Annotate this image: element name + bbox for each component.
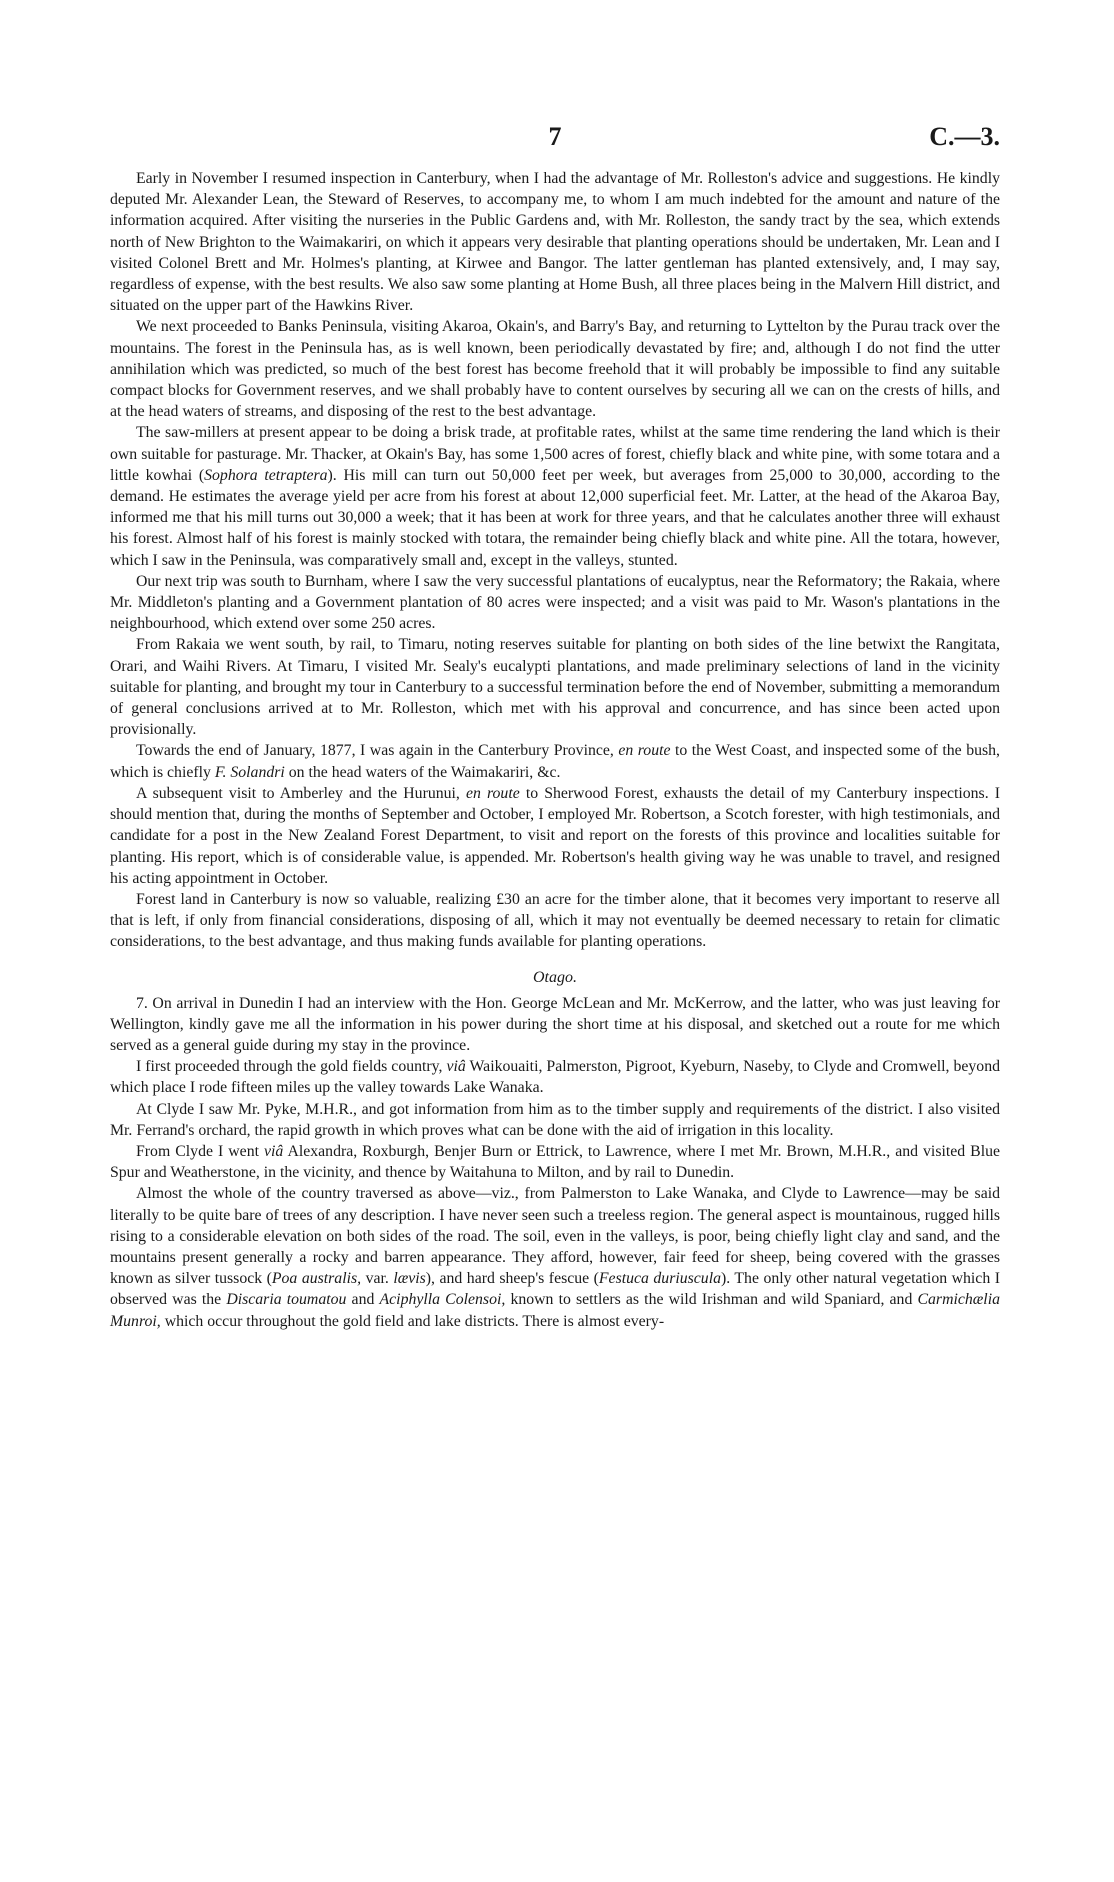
text-run: From Clyde I went (136, 1142, 264, 1160)
text-run: Almost the whole of the country traversed as above—viz., from Palmerston to Lake Wanaka, and Clyde to Lawrence—may be said literally to be quite bare of trees of any description. I have never seen such a treeless region. The general aspect is mountainous, rugged hills rising to a considerable elevation on both sides of the road. The soil, even in the valleys, is poor, being chiefly light clay and sand, and the mountains present generally a rocky and barren appearance. They afford, however, fair feed for sheep, being covered with the grasses known as silver tussock ( (110, 1185, 1000, 1288)
text-run: and (346, 1291, 380, 1309)
species-name: F. Solandri (214, 763, 285, 781)
paragraph: We next proceeded to Banks Peninsula, visiting Akaroa, Okain's, and Barry's Bay, and returning to Lyttelton by the Purau track over the mountains. The forest in the Peninsula has, as is well known, been periodically devastated by fire; and, although I do not find the utter annihilation which was predicted, so much of the best forest has become freehold that it will probably be impossible to find any suitable compact blocks for Government reserves, and we shall probably have to content ourselves by securing all we can on the crests of hills, and at the head waters of streams, and disposing of the rest to the best advantage. (110, 318, 1000, 421)
paragraph: From Rakaia we went south, by rail, to Timaru, noting reserves suitable for planting on both sides of the line betwixt the Rangitata, Orari, and Waihi Rivers. At Timaru, I visited Mr. Sealy's eucalypti plantations, and made preliminary selections of land in the vicinity suitable for planting, and brought my tour in Canterbury to a successful termination before the end of November, submitting a memorandum of general conclusions arrived at to Mr. Rolleston, which met with his approval and concurrence, and has since been acted upon provisionally. (110, 636, 1000, 739)
text-run: ), and hard sheep's fescue ( (425, 1270, 599, 1288)
text-run: ). The only other natural vegetation which I observed was the (110, 1270, 1000, 1309)
species-name: Sophora tetraptera (204, 466, 328, 484)
paragraph (110, 422, 1000, 570)
text-run: The saw-millers at present appear to be doing a brisk trade, at profitable rates, whilst at the same time rendering the land which is their own suitable for pasturage. Mr. Thacker, at Okain's Bay, has some 1,500 acres of forest, chiefly black and white pine, with some totara and a little kowhai ( (110, 424, 1000, 484)
paragraph: 7. On arrival in Dunedin I had an interview with the Hon. George McLean and Mr. McKerrow, and the latter, who was just leaving for Wellington, kindly gave me all the information in his power during the short time at his disposal, and sketched out a route for me which served as a general guide during my stay in the province. (110, 994, 1000, 1054)
species-name: Festuca duriuscula (598, 1270, 721, 1288)
paragraph (110, 1183, 1000, 1331)
paragraph (110, 740, 1000, 782)
text-run: Towards the end of January, 1877, I was again in the Canterbury Province, (136, 742, 619, 760)
paragraph (110, 1141, 1000, 1183)
paragraph: Forest land in Canterbury is now so valuable, realizing £30 an acre for the timber alone, that it becomes very important to reserve all that is left, if only from financial considerations, disposing of all, which it may not eventually be deemed necessary to retain for climatic considerations, to the best advantage, and thus making funds available for planting operations. (110, 890, 1000, 951)
species-name: Poa australis, (271, 1270, 362, 1288)
paragraph: Our next trip was south to Burnham, where I saw the very successful plantations of eucalyptus, near the Reformatory; the Rakaia, where Mr. Middleton's planting and a Government plantation of 80 acres were inspected; and a visit was paid to Mr. Wason's plantations in the neighbourhood, which extend over some 250 acres. (110, 572, 1000, 633)
page-number: 7 (548, 122, 562, 151)
italic-phrase: viâ (446, 1058, 466, 1076)
species-name: Discaria toumatou (226, 1291, 347, 1309)
text-run: to Sherwood Forest, exhausts the detail of my Canterbury inspections. I should mention that, during the months of September and October, I employed Mr. Robertson, a Scotch forester, with high testimonials, and candidate for a post in the New Zealand Forest Department, to visit and report on the forests of this province and localities suitable for planting. His report, which is of considerable value, is appended. Mr. Robertson's health giving way he was unable to travel, and resigned his acting appointment in October. (110, 784, 1000, 887)
text-run: Alexandra, Roxburgh, Benjer Burn or Ettrick, to Lawrence, where I met Mr. Brown, M.H.R., and visited Blue Spur and Weatherstone, in the vicinity, and thence by Waitahuna to Milton, and by rail to Dunedin. (110, 1142, 1000, 1182)
text-run: I first proceeded through the gold fields country, (136, 1058, 447, 1076)
species-name: Carmichælia Munroi, (110, 1291, 1000, 1330)
italic-phrase: viâ (264, 1142, 284, 1160)
species-name: lævis (393, 1270, 426, 1288)
text-run: known to settlers as the wild Irishman and wild Spaniard, and (505, 1291, 918, 1309)
text-run: on the head waters of the Waimakariri, &c. (284, 763, 561, 781)
section-heading-otago: Otago. (533, 968, 577, 986)
paragraph: Early in November I resumed inspection in Canterbury, when I had the advantage of Mr. Rolleston's advice and suggestions. He kindly deputed Mr. Alexander Lean, the Steward of Reserves, to accompany me, to whom I am much indebted for the amount and nature of the information acquired. After visiting the nurseries in the Public Gardens and, with Mr. Rolleston, the sandy tract by the sea, which extends north of New Brighton to the Waimakariri, on which it appears very desirable that planting operations should be undertaken, Mr. Lean and I visited Colonel Brett and Mr. Holmes's planting, at Kirwee and Bangor. The latter gentleman has planted extensively, and, I may say, regardless of expense, with the best results. We also saw some planting at Home Bush, all three places being in the Malvern Hill district, and situated on the upper part of the Hawkins River. (110, 170, 1000, 315)
page-header (110, 122, 1000, 152)
text-run: Waikouaiti, Palmerston, Pigroot, Kyeburn, Naseby, to Clyde and Cromwell, beyond which place I rode fifteen miles up the valley towards Lake Wanaka. (110, 1058, 1000, 1097)
italic-phrase: en route (618, 742, 671, 760)
document-code: C.—3. (929, 122, 1000, 151)
paragraph (110, 1056, 1000, 1098)
text-run: ). His mill can turn out 50,000 feet per week, but averages from 25,000 to 30,000, according to the demand. He estimates the average yield per acre from his forest at about 12,000 superficial feet. Mr. Latter, at the head of the Akaroa Bay, informed me that his mill turns out 30,000 a week; that it has been at work for three years, and that he calculates another three will exhaust his forest. Almost half of his forest is mainly stocked with totara, the remainder being chiefly black and white pine. All the totara, however, which I saw in the Peninsula, was comparatively small and, except in the valleys, stunted. (110, 466, 1000, 569)
paragraph (110, 783, 1000, 889)
species-name: Aciphylla Colensoi, (379, 1291, 506, 1309)
italic-phrase: en route (465, 784, 520, 802)
text-run: which occur throughout the gold field and lake districts. There is almost every- (160, 1312, 665, 1330)
text-run: A subsequent visit to Amberley and the Hurunui, (136, 784, 466, 802)
body-text (110, 168, 1000, 1332)
paragraph: At Clyde I saw Mr. Pyke, M.H.R., and got information from him as to the timber supply and requirements of the district. I also visited Mr. Ferrand's orchard, the rapid growth in which proves what can be done with the aid of irrigation in this locality. (110, 1100, 1000, 1139)
text-run: var. (361, 1270, 394, 1288)
text-run: to the West Coast, and inspected some of the bush, which is chiefly (110, 742, 1000, 781)
